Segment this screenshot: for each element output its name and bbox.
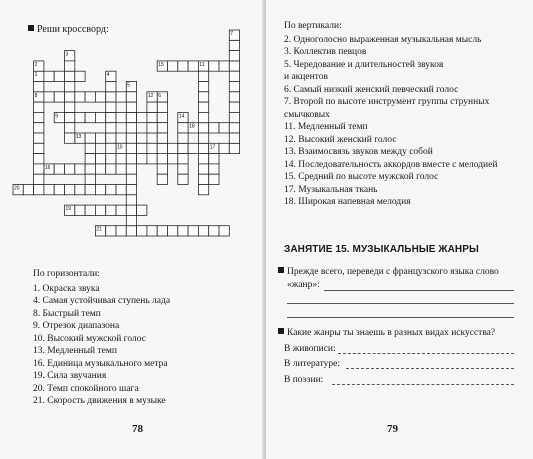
crossword-cell[interactable] xyxy=(198,82,208,92)
answer-line-literature xyxy=(346,368,514,369)
crossword-cell[interactable] xyxy=(137,133,147,143)
crossword-cell[interactable] xyxy=(137,112,147,122)
crossword-cell[interactable] xyxy=(106,112,116,122)
crossword-cell[interactable] xyxy=(126,195,136,205)
crossword-cell[interactable] xyxy=(178,226,188,236)
crossword-cell[interactable] xyxy=(65,82,75,92)
bullet-icon xyxy=(278,267,284,273)
crossword-cell[interactable] xyxy=(126,174,136,184)
crossword-cell[interactable] xyxy=(178,143,188,153)
crossword-cell[interactable] xyxy=(178,154,188,164)
crossword-cell[interactable] xyxy=(126,133,136,143)
crossword-cell[interactable] xyxy=(65,123,75,133)
crossword-cell[interactable] xyxy=(44,185,54,195)
crossword-cell[interactable] xyxy=(209,164,219,174)
crossword-cell[interactable] xyxy=(65,164,75,174)
crossword-cell[interactable] xyxy=(229,133,239,143)
crossword-cell[interactable] xyxy=(95,112,105,122)
crossword-cell[interactable] xyxy=(85,92,95,102)
down-clues xyxy=(284,20,497,209)
crossword-cell[interactable] xyxy=(147,133,157,143)
crossword-cell[interactable] xyxy=(85,154,95,164)
crossword-cell[interactable] xyxy=(65,92,75,102)
across-clue: 20. Темп спокойного шага xyxy=(33,383,139,394)
left-page xyxy=(0,0,264,459)
crossword-cell[interactable] xyxy=(198,92,208,102)
crossword-cell[interactable] xyxy=(75,71,85,81)
crossword-cell[interactable] xyxy=(95,185,105,195)
crossword-grid xyxy=(0,0,264,270)
down-clue: 7. Второй по высоте инструмент группы струнных xyxy=(284,97,490,107)
label-literature: В литературе: xyxy=(284,359,341,369)
crossword-cell[interactable] xyxy=(34,143,44,153)
crossword-cell[interactable] xyxy=(65,61,75,71)
crossword-clue-number: 9 xyxy=(55,113,58,120)
crossword-cell[interactable] xyxy=(95,133,105,143)
across-clue: 10. Высокий мужской голос xyxy=(33,333,146,344)
crossword-cell[interactable] xyxy=(178,133,188,143)
crossword-cell[interactable] xyxy=(65,133,75,143)
crossword-cell[interactable] xyxy=(126,205,136,215)
crossword-cell[interactable] xyxy=(168,154,178,164)
crossword-clue-number: 6 xyxy=(158,92,161,99)
answer-line-poetry xyxy=(332,384,514,385)
crossword-clue-number: 1 xyxy=(34,72,38,79)
crossword-cell[interactable] xyxy=(116,226,126,236)
crossword-cell[interactable] xyxy=(85,164,95,174)
right-page xyxy=(266,0,533,459)
crossword-cell[interactable] xyxy=(106,143,116,153)
down-clue: 6. Самый низкий женский певческий голос xyxy=(284,84,459,95)
answer-line xyxy=(287,303,514,304)
crossword-cell[interactable] xyxy=(23,185,33,195)
crossword-cell[interactable] xyxy=(198,185,208,195)
crossword-cell[interactable] xyxy=(168,226,178,236)
crossword-cell[interactable] xyxy=(198,133,208,143)
crossword-cell[interactable] xyxy=(54,185,64,195)
crossword-cell[interactable] xyxy=(198,143,208,153)
across-clue: 9. Отрезок диапазона xyxy=(33,321,120,331)
crossword-cell[interactable] xyxy=(126,154,136,164)
crossword-cell[interactable] xyxy=(116,92,126,102)
crossword-cell[interactable] xyxy=(157,133,167,143)
crossword-cell[interactable] xyxy=(126,112,136,122)
down-clue: 11. Медленный темп xyxy=(284,122,368,132)
crossword-cell[interactable] xyxy=(219,143,229,153)
crossword-cell[interactable] xyxy=(198,226,208,236)
crossword-clue-number: 8 xyxy=(34,92,38,99)
crossword-cell[interactable] xyxy=(209,123,219,133)
crossword-cell[interactable] xyxy=(75,112,85,122)
crossword-clue-number: 5 xyxy=(127,82,131,89)
crossword-cell[interactable] xyxy=(229,112,239,122)
crossword-cell[interactable] xyxy=(188,226,198,236)
crossword-cell[interactable] xyxy=(168,143,178,153)
crossword-clue-number: 3 xyxy=(65,51,69,58)
crossword-cell[interactable] xyxy=(229,102,239,112)
crossword-cell[interactable] xyxy=(126,143,136,153)
crossword-cell[interactable] xyxy=(178,123,188,133)
crossword-cell[interactable] xyxy=(106,133,116,143)
crossword-cell[interactable] xyxy=(126,226,136,236)
crossword-cell[interactable] xyxy=(209,174,219,184)
crossword-cell[interactable] xyxy=(219,226,229,236)
crossword-cell[interactable] xyxy=(95,205,105,215)
crossword-cell[interactable] xyxy=(34,133,44,143)
question-genres xyxy=(278,327,495,340)
crossword-cell[interactable] xyxy=(44,71,54,81)
crossword-cell[interactable] xyxy=(157,154,167,164)
crossword-clue-number: 13 xyxy=(75,134,82,140)
crossword-cell[interactable] xyxy=(126,164,136,174)
crossword-cell[interactable] xyxy=(137,154,147,164)
crossword-cell[interactable] xyxy=(34,82,44,92)
across-clue: 19. Сила звучания xyxy=(33,371,107,381)
crossword-cell[interactable] xyxy=(65,185,75,195)
crossword-cell[interactable] xyxy=(65,71,75,81)
crossword-clue-number: 16 xyxy=(44,164,51,171)
down-clue: 13. Взаимосвязь звуков между собой xyxy=(284,147,433,157)
crossword-clue-number: 19 xyxy=(65,206,72,213)
bullet-icon xyxy=(278,328,284,334)
crossword-cell[interactable] xyxy=(54,71,64,81)
crossword-cell[interactable] xyxy=(85,174,95,184)
crossword-cell[interactable] xyxy=(34,164,44,174)
crossword-cell[interactable] xyxy=(147,112,157,122)
crossword-cell[interactable] xyxy=(75,164,85,174)
crossword-cell[interactable] xyxy=(106,164,116,174)
crossword-cell[interactable] xyxy=(116,112,126,122)
crossword-cell[interactable] xyxy=(95,92,105,102)
crossword-clue-number: 7 xyxy=(230,31,234,37)
crossword-cell[interactable] xyxy=(85,112,95,122)
crossword-cell[interactable] xyxy=(95,164,105,174)
crossword-cell[interactable] xyxy=(188,143,198,153)
down-clue-cont: и акцентов xyxy=(284,72,328,82)
task-title-text: Реши кроссворд: xyxy=(37,24,109,35)
crossword-cell[interactable] xyxy=(229,71,239,81)
crossword-cell[interactable] xyxy=(106,205,116,215)
crossword-cell[interactable] xyxy=(65,112,75,122)
across-clue: 21. Скорость движения в музыке xyxy=(33,396,166,406)
crossword-cell[interactable] xyxy=(157,123,167,133)
crossword-cell[interactable] xyxy=(209,61,219,71)
crossword-cell[interactable] xyxy=(157,102,167,112)
crossword-cell[interactable] xyxy=(116,154,126,164)
down-heading: По вертикали: xyxy=(284,21,342,31)
crossword-cell[interactable] xyxy=(85,143,95,153)
across-clue: 13. Медленный темп xyxy=(33,346,117,356)
crossword-cell[interactable] xyxy=(34,102,44,112)
crossword-cell[interactable] xyxy=(44,92,54,102)
crossword-cell[interactable] xyxy=(126,215,136,225)
crossword-cell[interactable] xyxy=(126,123,136,133)
crossword-clue-number: 2 xyxy=(34,61,38,68)
crossword-cell[interactable] xyxy=(85,205,95,215)
crossword-cell[interactable] xyxy=(198,102,208,112)
down-clue: 17. Музыкальная ткань xyxy=(284,184,378,195)
crossword-cell[interactable] xyxy=(198,174,208,184)
across-clues xyxy=(33,268,170,408)
crossword-cell[interactable] xyxy=(209,226,219,236)
down-clue: 5. Чередование и длительностей звуков xyxy=(284,59,444,70)
crossword-cell[interactable] xyxy=(106,92,116,102)
crossword-cell[interactable] xyxy=(229,123,239,133)
crossword-cell[interactable] xyxy=(34,112,44,122)
crossword-clue-number: 21 xyxy=(96,226,102,233)
crossword-cell[interactable] xyxy=(229,82,239,92)
down-clue: 2. Одноголосно выраженная музыкальная мысль xyxy=(284,34,482,45)
across-clue: 1. Окраска звука xyxy=(33,283,100,294)
crossword-cell[interactable] xyxy=(106,102,116,112)
answer-line xyxy=(287,317,514,318)
crossword-cell[interactable] xyxy=(54,92,64,102)
crossword-cell[interactable] xyxy=(137,226,147,236)
crossword-cell[interactable] xyxy=(188,61,198,71)
down-clue-cont: смычковых xyxy=(284,109,330,120)
crossword-cell[interactable] xyxy=(147,154,157,164)
crossword-clue-number: 14 xyxy=(178,113,185,120)
crossword-cell[interactable] xyxy=(106,185,116,195)
question-translate-text: Прежде всего, переведи с французского языка слово xyxy=(287,267,499,277)
crossword-cell[interactable] xyxy=(198,154,208,164)
crossword-cell[interactable] xyxy=(95,154,105,164)
crossword-cell[interactable] xyxy=(157,174,167,184)
page-number-left: 78 xyxy=(132,423,143,435)
crossword-clue-number: 12 xyxy=(147,92,154,99)
crossword-cell[interactable] xyxy=(85,185,95,195)
down-clue: 3. Коллектив певцов xyxy=(284,47,367,57)
across-clue: 16. Единица музыкального метра xyxy=(33,358,168,369)
lesson-title: ЗАНЯТИЕ 15. МУЗЫКАЛЬНЫЕ ЖАНРЫ xyxy=(284,244,479,255)
crossword-cell[interactable] xyxy=(147,102,157,112)
answer-line-painting xyxy=(338,353,514,354)
question-genres-text: Какие жанры ты знаешь в разных видах искусства? xyxy=(287,328,496,338)
crossword-cell[interactable] xyxy=(198,123,208,133)
crossword-cell[interactable] xyxy=(106,82,116,92)
crossword-cell[interactable] xyxy=(116,133,126,143)
crossword-cell[interactable] xyxy=(126,102,136,112)
crossword-cell[interactable] xyxy=(178,174,188,184)
crossword-clue-number: 20 xyxy=(14,185,20,192)
crossword-cell[interactable] xyxy=(209,154,219,164)
crossword-cell[interactable] xyxy=(198,71,208,81)
crossword-cell[interactable] xyxy=(126,185,136,195)
crossword-cell[interactable] xyxy=(147,226,157,236)
crossword-cell[interactable] xyxy=(198,164,208,174)
crossword-cell[interactable] xyxy=(75,185,85,195)
down-clue: 12. Высокий женский голос xyxy=(284,134,397,145)
crossword-clue-number: 11 xyxy=(199,61,205,68)
crossword-cell[interactable] xyxy=(157,164,167,174)
question-translate xyxy=(278,266,499,279)
crossword-cell[interactable] xyxy=(168,61,178,71)
crossword-cell[interactable] xyxy=(229,92,239,102)
down-clue: 15. Средний по высоте мужской голос xyxy=(284,172,439,182)
crossword-cell[interactable] xyxy=(106,226,116,236)
crossword-cell[interactable] xyxy=(116,164,126,174)
crossword-cell[interactable] xyxy=(75,205,85,215)
question-translate-line2: «жанр»: xyxy=(287,280,320,290)
label-poetry: В поэзии: xyxy=(284,375,324,385)
crossword-clue-number: 18 xyxy=(189,123,195,130)
crossword-clue-number: 4 xyxy=(106,72,110,79)
down-clue: 18. Широкая напевная мелодия xyxy=(284,197,411,207)
crossword-cell[interactable] xyxy=(229,51,239,61)
answer-line xyxy=(324,290,514,291)
crossword-cell[interactable] xyxy=(178,164,188,174)
crossword-cell[interactable] xyxy=(34,185,44,195)
crossword-cell[interactable] xyxy=(54,164,64,174)
crossword-cell[interactable] xyxy=(106,123,116,133)
crossword-cell[interactable] xyxy=(65,102,75,112)
across-clue: 4. Самая устойчивая ступень лада xyxy=(33,296,171,306)
crossword-cell[interactable] xyxy=(116,185,126,195)
crossword-cell[interactable] xyxy=(147,123,157,133)
crossword-cell[interactable] xyxy=(198,112,208,122)
crossword-cell[interactable] xyxy=(106,154,116,164)
crossword-cell[interactable] xyxy=(126,92,136,102)
crossword-cell[interactable] xyxy=(229,40,239,50)
crossword-cell[interactable] xyxy=(137,143,147,153)
crossword-cell[interactable] xyxy=(75,92,85,102)
crossword-cell[interactable] xyxy=(34,174,44,184)
page-number-right: 79 xyxy=(387,423,398,435)
crossword-cell[interactable] xyxy=(147,143,157,153)
crossword-cell[interactable] xyxy=(157,112,167,122)
crossword-cell[interactable] xyxy=(34,154,44,164)
crossword-cell[interactable] xyxy=(85,133,95,143)
crossword-cell[interactable] xyxy=(157,226,167,236)
crossword-cell[interactable] xyxy=(178,61,188,71)
crossword-cell[interactable] xyxy=(219,61,229,71)
crossword-cell[interactable] xyxy=(157,143,167,153)
down-clue: 14. Последовательность аккордов вместе с мелодией xyxy=(284,159,498,170)
crossword-cell[interactable] xyxy=(219,123,229,133)
crossword-cell[interactable] xyxy=(137,205,147,215)
label-painting: В живописи: xyxy=(284,344,336,354)
crossword-cell[interactable] xyxy=(229,143,239,153)
crossword-cell[interactable] xyxy=(229,61,239,71)
across-clue: 8. Быстрый темп xyxy=(33,308,101,319)
across-heading: По горизонтали: xyxy=(33,269,100,279)
crossword-cell[interactable] xyxy=(116,205,126,215)
crossword-clue-number: 10 xyxy=(117,144,123,151)
crossword-cell[interactable] xyxy=(34,123,44,133)
crossword-clue-number: 17 xyxy=(209,144,216,151)
crossword-clue-number: 15 xyxy=(158,61,164,68)
